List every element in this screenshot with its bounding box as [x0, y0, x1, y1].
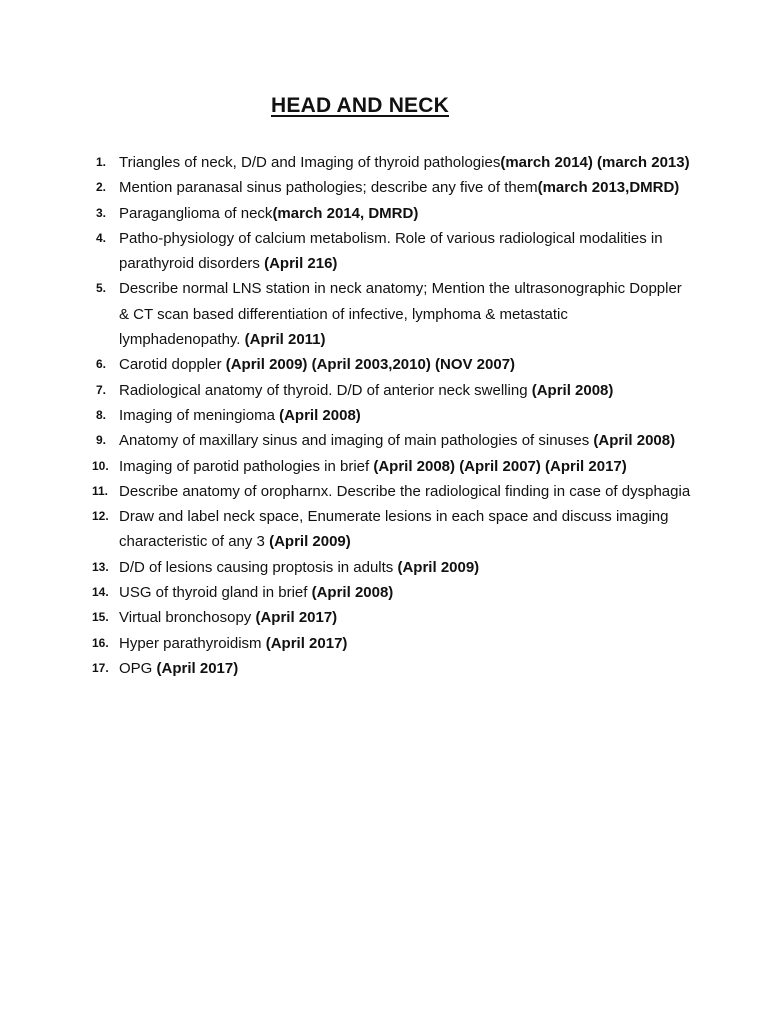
- question-list: [92, 150, 692, 681]
- exam-date: (march 2014, DMRD): [272, 204, 419, 222]
- exam-date: (April 2008) (April 2007) (April 2017): [373, 457, 627, 475]
- question-item: [92, 175, 692, 200]
- question-text: Paraganglioma of neck: [119, 204, 273, 222]
- exam-date: (April 2011): [244, 331, 326, 349]
- question-text: Virtual bronchosopy: [119, 609, 256, 627]
- question-item: [92, 479, 692, 504]
- question-number: 13.: [92, 559, 109, 574]
- question-number: 6.: [96, 357, 107, 372]
- question-item: [92, 201, 692, 226]
- exam-date: (April 2009) (April 2003,2010) (NOV 2007): [225, 356, 516, 374]
- page-title: HEAD AND NECK: [271, 94, 449, 117]
- question-number: 12.: [92, 509, 109, 524]
- exam-date: (April 2008): [279, 406, 361, 424]
- exam-date: (April 2017): [156, 659, 239, 677]
- question-number: 5.: [96, 281, 107, 296]
- exam-date: (April 2009): [397, 558, 480, 576]
- question-item: [92, 504, 692, 555]
- question-item: [92, 580, 692, 605]
- question-text: OPG: [119, 659, 157, 677]
- question-text: Draw and label neck space, Enumerate lesions in each space and discuss imaging characteristic of any 3: [119, 508, 669, 551]
- exam-date: (march 2013,DMRD): [537, 179, 680, 197]
- question-text: Anatomy of maxillary sinus and imaging of main pathologies of sinuses: [119, 432, 594, 450]
- question-text: Describe anatomy of oropharnx. Describe the radiological finding in case of dysphagia: [119, 482, 691, 500]
- question-text: Hyper parathyroidism: [119, 634, 266, 652]
- question-item: [92, 403, 692, 428]
- question-text: Radiological anatomy of thyroid. D/D of anterior neck swelling: [119, 381, 532, 399]
- exam-date: (April 2017): [265, 634, 348, 652]
- question-text: Carotid doppler: [119, 356, 226, 374]
- question-number: 8.: [96, 407, 107, 422]
- question-number: 3.: [96, 205, 107, 220]
- question-number: 14.: [92, 585, 109, 600]
- question-number: 9.: [96, 433, 107, 448]
- question-number: 11.: [92, 483, 109, 498]
- question-number: 15.: [92, 610, 109, 625]
- question-item: [92, 555, 692, 580]
- question-number: 7.: [96, 382, 107, 397]
- exam-date: (April 216): [264, 255, 338, 273]
- exam-date: (march 2014) (march 2013): [500, 154, 690, 171]
- question-text: Imaging of parotid pathologies in brief: [119, 457, 374, 475]
- question-item: [92, 276, 692, 352]
- exam-date: (April 2008): [593, 432, 676, 450]
- exam-date: (April 2008): [531, 381, 614, 399]
- question-text: Mention paranasal sinus pathologies; describe any five of them: [119, 179, 538, 197]
- question-item: [92, 428, 692, 453]
- exam-date: (April 2008): [311, 584, 394, 602]
- question-number: 16.: [92, 635, 109, 650]
- question-number: 10.: [92, 458, 109, 473]
- question-number: 1.: [96, 155, 107, 169]
- question-text: Describe normal LNS station in neck anatomy; Mention the ultrasonographic Doppler & CT scan based differentiation of infective, lymphoma & metastatic lymphadenopathy.: [119, 280, 682, 349]
- question-text: USG of thyroid gland in brief: [119, 584, 312, 602]
- question-item: [92, 605, 692, 630]
- question-item: [92, 454, 692, 479]
- question-item: [92, 656, 692, 681]
- question-item: [92, 631, 692, 656]
- exam-date: (April 2009): [269, 533, 351, 551]
- question-number: 4.: [96, 230, 107, 245]
- question-number: 17.: [92, 660, 109, 675]
- question-text: Patho-physiology of calcium metabolism. Role of various radiological modalities in parathyroid disorders: [119, 229, 663, 273]
- question-text: Imaging of meningioma: [119, 406, 280, 424]
- exam-date: (April 2017): [255, 609, 338, 627]
- question-item: [92, 150, 692, 175]
- question-text: D/D of lesions causing proptosis in adults: [119, 558, 398, 576]
- question-item: [92, 352, 692, 377]
- question-number: 2.: [96, 180, 107, 195]
- question-item: [92, 226, 692, 277]
- question-item: [92, 378, 692, 403]
- question-text: Triangles of neck, D/D and Imaging of thyroid pathologies: [119, 154, 501, 171]
